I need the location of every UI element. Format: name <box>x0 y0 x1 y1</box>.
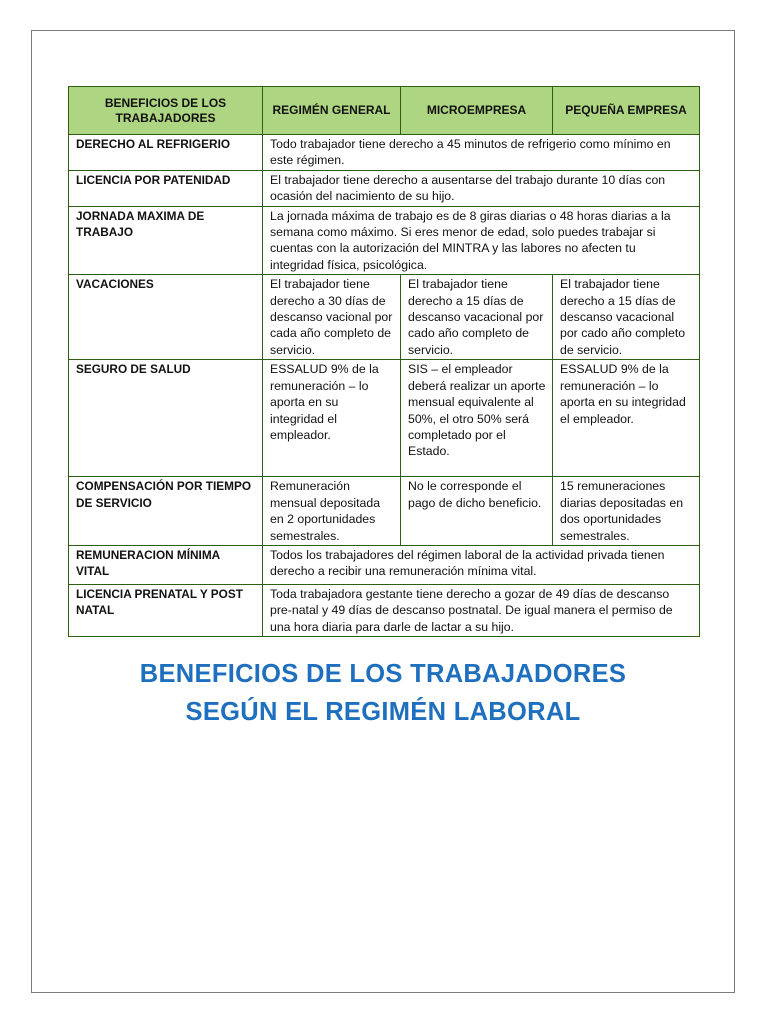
cell-patenidad: El trabajador tiene derecho a ausentarse del trabajo durante 10 días con ocasión del nacimiento de su hijo. <box>263 170 700 206</box>
document-title-line-2: SEGÚN EL REGIMÉN LABORAL <box>185 698 581 726</box>
row-label-compensacion: COMPENSACIÓN POR TIEMPO DE SERVICIO <box>69 477 263 546</box>
cell-compensacion-micro: No le corresponde el pago de dicho beneficio. <box>401 477 553 546</box>
table-row <box>69 206 700 275</box>
cell-prenatal: Toda trabajadora gestante tiene derecho a gozar de 49 días de descanso pre-natal y 49 días de descanso postnatal. De igual manera el permiso de una hora diaria para darle de lactar a su hijo. <box>263 584 700 636</box>
header-pequena-empresa: PEQUEÑA EMPRESA <box>553 87 700 135</box>
row-label-seguro: SEGURO DE SALUD <box>69 360 263 477</box>
table-row <box>69 545 700 584</box>
row-label-prenatal: LICENCIA PRENATAL Y POST NATAL <box>69 584 263 636</box>
cell-jornada: La jornada máxima de trabajo es de 8 giras diarias o 48 horas diarias a la semana como máximo. Si eres menor de edad, solo puedes trabajar si cuentas con la autorización del MINTRA y las labores no afecten tu integridad física, psicológica. <box>263 206 700 275</box>
cell-compensacion-general: Remuneración mensual depositada en 2 oportunidades semestrales. <box>263 477 401 546</box>
table-header-row <box>69 87 700 135</box>
cell-vacaciones-general: El trabajador tiene derecho a 30 días de descanso vacional por cada año completo de servicio. <box>263 275 401 360</box>
cell-seguro-pequena: ESSALUD 9% de la remuneración – lo aporta en su integridad el empleador. <box>553 360 700 477</box>
row-label-jornada: JORNADA MAXIMA DE TRABAJO <box>69 206 263 275</box>
header-regimen-general: REGIMÉN GENERAL <box>263 87 401 135</box>
row-label-remuneracion: REMUNERACION MÍNIMA VITAL <box>69 545 263 584</box>
cell-seguro-micro: SIS – el empleador deberá realizar un aporte mensual equivalente al 50%, el otro 50% será completado por el Estado. <box>401 360 553 477</box>
row-label-patenidad: LICENCIA POR PATENIDAD <box>69 170 263 206</box>
cell-vacaciones-pequena: El trabajador tiene derecho a 15 días de descanso vacacional por cado año completo de servicio. <box>553 275 700 360</box>
header-microempresa: MICROEMPRESA <box>401 87 553 135</box>
cell-compensacion-pequena: 15 remuneraciones diarias depositadas en dos oportunidades semestrales. <box>553 477 700 546</box>
document-title-line-1: BENEFICIOS DE LOS TRABAJADORES <box>139 660 627 688</box>
table-row <box>69 275 700 360</box>
table-row <box>69 360 700 477</box>
cell-refrigerio: Todo trabajador tiene derecho a 45 minutos de refrigerio como mínimo en este régimen. <box>263 135 700 171</box>
header-beneficios: BENEFICIOS DE LOS TRABAJADORES <box>69 87 263 135</box>
table-row <box>69 477 700 546</box>
benefits-table <box>68 86 700 637</box>
cell-seguro-general: ESSALUD 9% de la remuneración – lo aporta en su integridad el empleador. <box>263 360 401 477</box>
row-label-vacaciones: VACACIONES <box>69 275 263 360</box>
table-row <box>69 584 700 636</box>
table-row <box>69 135 700 171</box>
cell-remuneracion: Todos los trabajadores del régimen laboral de la actividad privada tienen derecho a recibir una remuneración mínima vital. <box>263 545 700 584</box>
table-row <box>69 170 700 206</box>
cell-vacaciones-micro: El trabajador tiene derecho a 15 días de descanso vacacional por cado año completo de servicio. <box>401 275 553 360</box>
row-label-refrigerio: DERECHO AL REFRIGERIO <box>69 135 263 171</box>
